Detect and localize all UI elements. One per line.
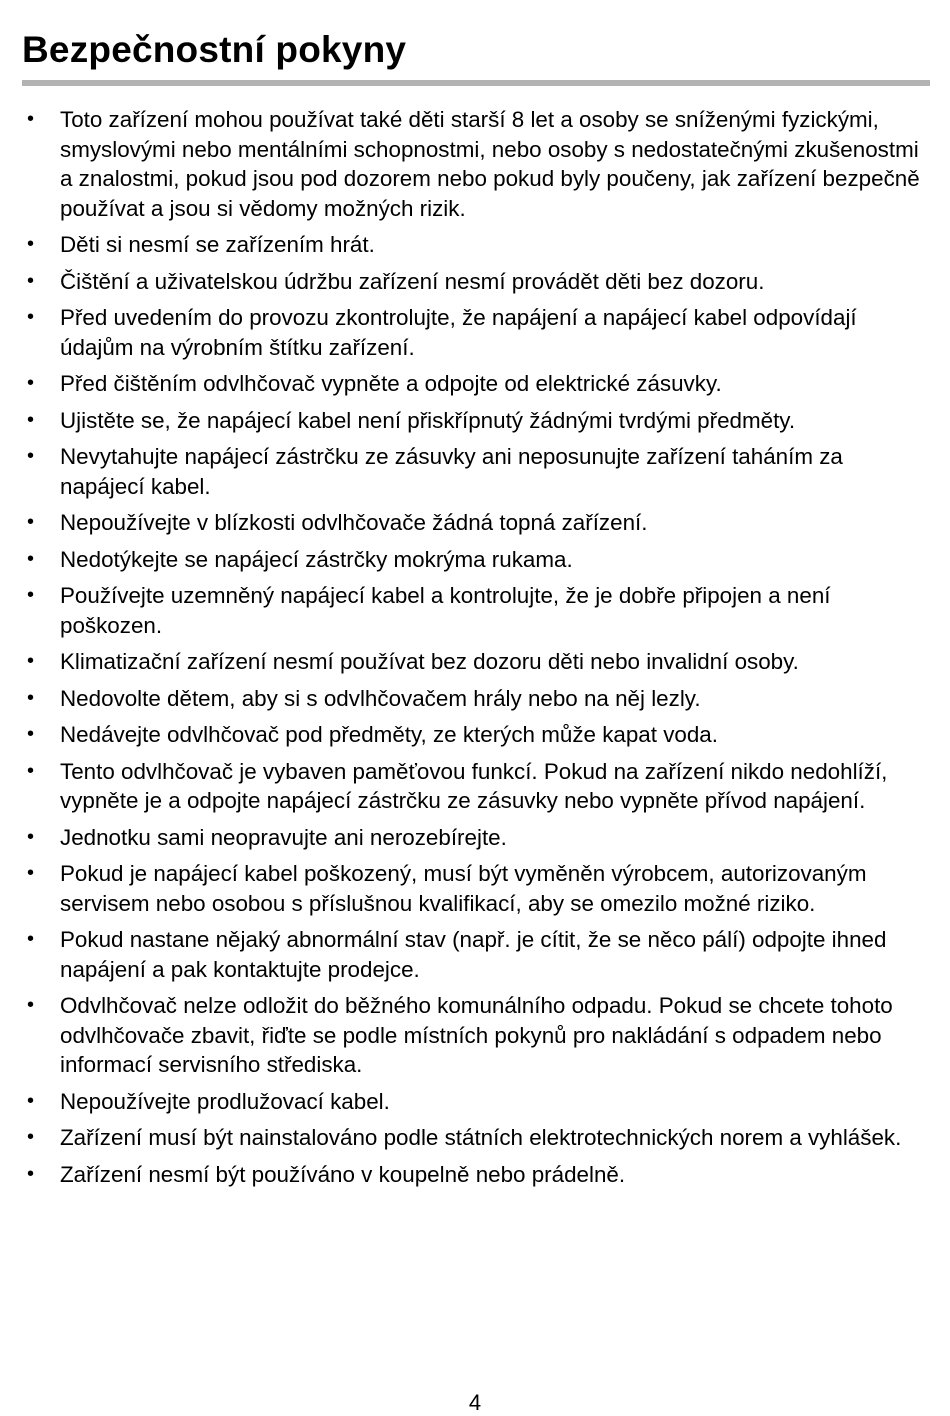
list-item-text: Nedovolte dětem, aby si s odvlhčovačem hrály nebo na něj lezly. bbox=[60, 685, 701, 711]
list-item-text: Používejte uzemněný napájecí kabel a kontrolujte, že je dobře připojen a není poškozen. bbox=[60, 583, 831, 638]
bullet-icon: • bbox=[27, 306, 35, 328]
list-item bbox=[0, 647, 950, 677]
list-item bbox=[0, 369, 950, 399]
list-item-text: Toto zařízení mohou používat také děti starší 8 let a osoby se sníženými fyzickými, smyslovými nebo mentálními schopnostmi, nebo osoby s nedostatečnými zkušenostmi a znalostmi, pokud jsou pod dozorem nebo pokud byly poučeny, jak zařízení bezpečně používat a jsou si vědomy možných rizik. bbox=[60, 107, 920, 221]
bullet-icon: • bbox=[27, 686, 35, 709]
bullet-icon: • bbox=[27, 723, 35, 745]
list-item bbox=[0, 230, 950, 260]
list-item bbox=[0, 105, 950, 223]
list-item-text: Zařízení musí být nainstalováno podle státních elektrotechnických norem a vyhlášek. bbox=[60, 1125, 902, 1150]
list-item-text: Nedávejte odvlhčovač pod předměty, ze kterých může kapat voda. bbox=[60, 722, 718, 747]
list-item bbox=[0, 823, 950, 853]
list-item-text: Před čištěním odvlhčovač vypněte a odpojte od elektrické zásuvky. bbox=[60, 371, 722, 396]
bullet-icon: • bbox=[27, 650, 35, 672]
list-item bbox=[0, 442, 950, 501]
bullet-icon: • bbox=[27, 108, 35, 130]
list-item-text: Před uvedením do provozu zkontrolujte, že napájení a napájecí kabel odpovídají údajům na výrobním štítku zařízení. bbox=[60, 305, 857, 360]
list-item bbox=[0, 581, 950, 640]
list-item bbox=[0, 684, 950, 714]
list-item-text: Tento odvlhčovač je vybaven paměťovou funkcí. Pokud na zařízení nikdo nedohlíží, vypněte je a odpojte napájecí zástrčku ze zásuvky nebo vypněte přívod napájení. bbox=[60, 758, 888, 813]
list-item bbox=[0, 406, 950, 436]
list-item bbox=[0, 303, 950, 362]
bullet-icon: • bbox=[27, 1162, 35, 1185]
list-item bbox=[0, 545, 950, 575]
page-number: 4 bbox=[468, 1390, 482, 1415]
bullet-icon: • bbox=[27, 584, 35, 606]
list-item bbox=[0, 1087, 950, 1117]
bullet-icon: • bbox=[27, 1126, 35, 1148]
bullet-icon: • bbox=[27, 825, 35, 848]
bullet-icon: • bbox=[27, 233, 35, 255]
bullet-icon: • bbox=[27, 408, 35, 431]
list-item bbox=[0, 859, 950, 918]
list-item-text: Nevytahujte napájecí zástrčku ze zásuvky ani neposunujte zařízení taháním za napájecí kabel. bbox=[60, 444, 843, 499]
list-item bbox=[0, 991, 950, 1080]
bullet-icon: • bbox=[27, 759, 35, 782]
list-item bbox=[0, 267, 950, 297]
safety-instructions-list bbox=[0, 105, 950, 1196]
list-item bbox=[0, 757, 950, 816]
list-item-text: Nedotýkejte se napájecí zástrčky mokrýma rukama. bbox=[60, 546, 573, 572]
list-item-text: Nepoužívejte prodlužovací kabel. bbox=[60, 1088, 390, 1114]
bullet-icon: • bbox=[27, 372, 35, 394]
list-item-text: Čištění a uživatelskou údržbu zařízení nesmí provádět děti bez dozoru. bbox=[60, 268, 765, 294]
list-item-text: Pokud nastane nějaký abnormální stav (např. je cítit, že se něco pálí) odpojte ihned napájení a pak kontaktujte prodejce. bbox=[60, 927, 887, 982]
list-item bbox=[0, 720, 950, 750]
list-item-text: Nepoužívejte v blízkosti odvlhčovače žádná topná zařízení. bbox=[60, 510, 648, 535]
list-item-text: Děti si nesmí se zařízením hrát. bbox=[60, 232, 375, 257]
list-item-text: Pokud je napájecí kabel poškozený, musí být vyměněn výrobcem, autorizovaným servisem nebo osobou s příslušnou kvalifikací, aby se omezilo možné riziko. bbox=[60, 861, 867, 916]
bullet-icon: • bbox=[27, 547, 35, 570]
title-underline-divider bbox=[22, 80, 930, 86]
list-item-text: Klimatizační zařízení nesmí používat bez dozoru děti nebo invalidní osoby. bbox=[60, 649, 799, 674]
list-item-text: Jednotku sami neopravujte ani nerozebírejte. bbox=[60, 824, 507, 850]
bullet-icon: • bbox=[27, 1089, 35, 1112]
bullet-icon: • bbox=[27, 511, 35, 533]
bullet-icon: • bbox=[27, 862, 35, 884]
page-title: Bezpečnostní pokyny bbox=[22, 29, 407, 70]
list-item bbox=[0, 1123, 950, 1153]
list-item-text: Ujistěte se, že napájecí kabel není přiskřípnutý žádnými tvrdými předměty. bbox=[60, 407, 796, 433]
bullet-icon: • bbox=[27, 445, 35, 467]
list-item bbox=[0, 925, 950, 984]
list-item bbox=[0, 508, 950, 538]
list-item-text: Zařízení nesmí být používáno v koupelně nebo prádelně. bbox=[60, 1161, 626, 1187]
list-item bbox=[0, 1160, 950, 1190]
bullet-icon: • bbox=[27, 269, 35, 292]
bullet-icon: • bbox=[27, 994, 35, 1016]
bullet-icon: • bbox=[27, 928, 35, 950]
list-item-text: Odvlhčovač nelze odložit do běžného komunálního odpadu. Pokud se chcete tohoto odvlhčovače zbavit, řiďte se podle místních pokynů pro nakládání s odpadem nebo informací servisního střediska. bbox=[60, 993, 893, 1077]
